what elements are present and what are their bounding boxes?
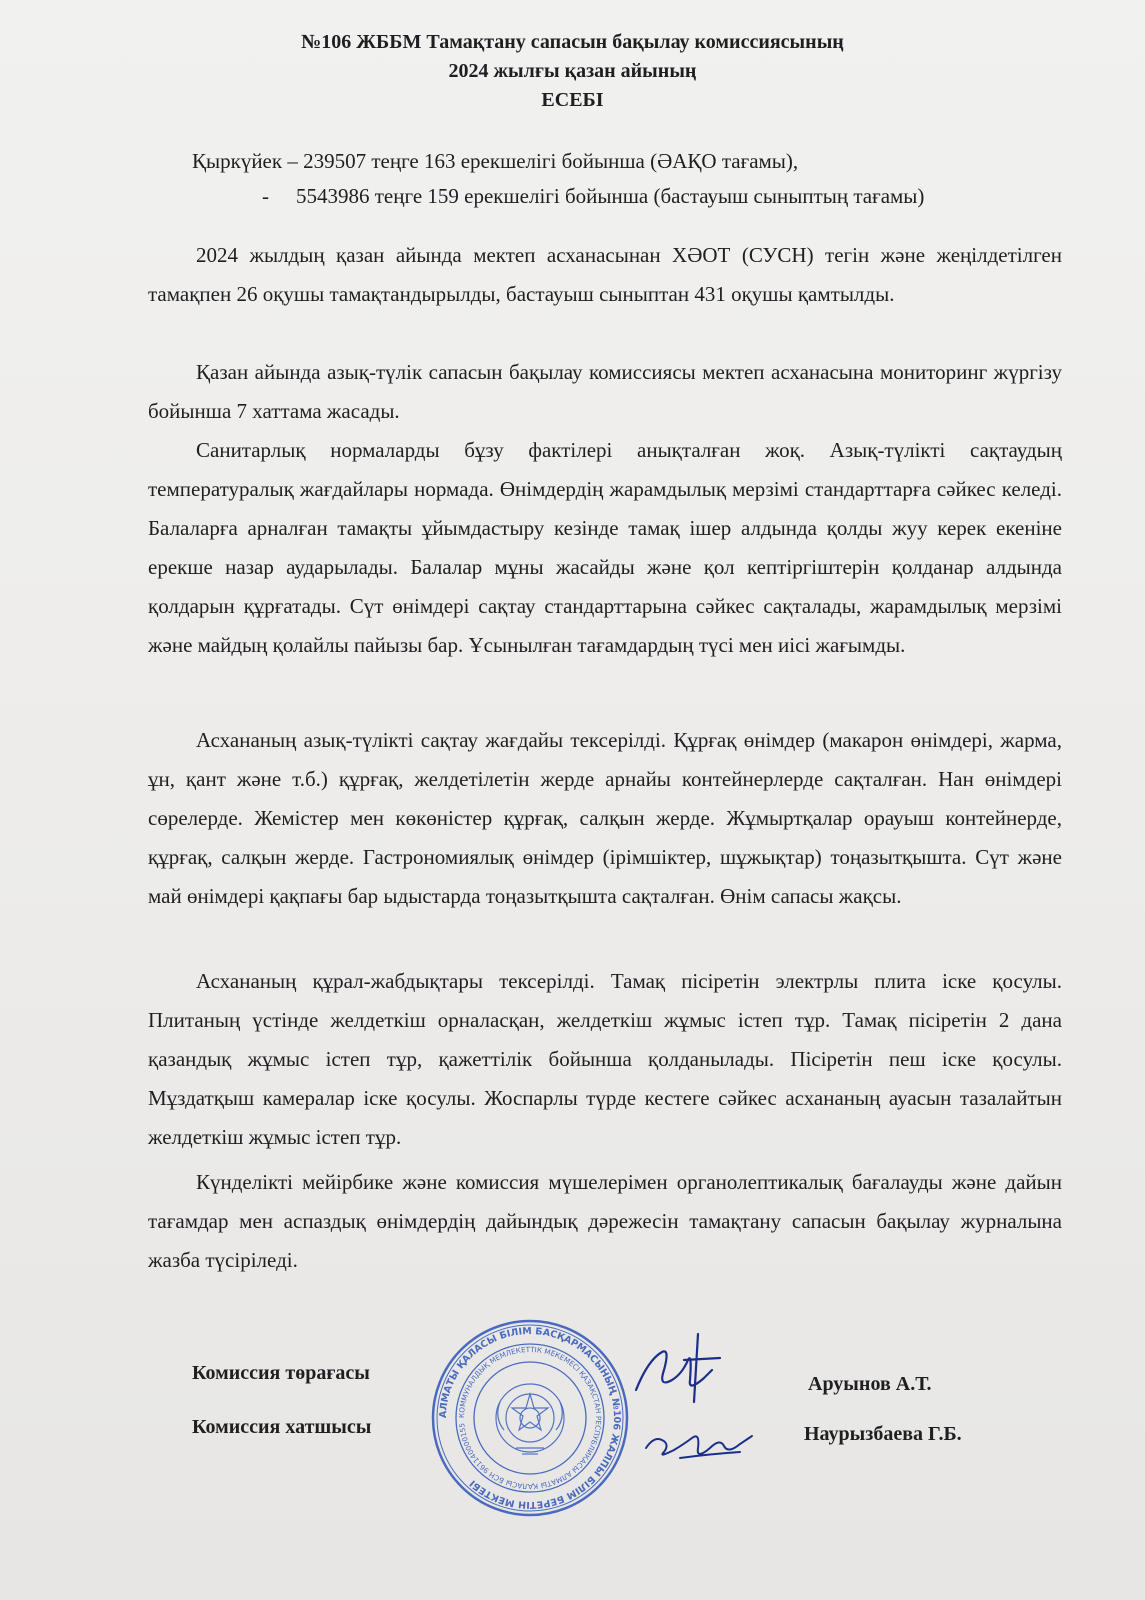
funding-line-1: Қыркүйек – 239507 теңге 163 ерекшелігі бойынша (ӘАҚО тағамы), bbox=[192, 149, 799, 173]
paragraph-equipment: Асхананың құрал-жабдықтары тексерілді. Тамақ пісіретін электрлы плита іске қосулы. Плитаның үстінде желдеткіш орналасқан, желдеткіш жұмыс істеп тұр. Тамақ пісіретін 2 дана қазандық жұмыс істеп тұр, қажеттілік бойынша қолданылады. Пісіретін пеш іске қосулы. Мұздатқыш камералар іске қосулы. Жоспарлы түрде кестеге сәйкес асхананың ауасын тазалайтын желдеткіш жұмыс істеп тұр. bbox=[148, 969, 1062, 1149]
title-line-1: №106 ЖББМ Тамақтану сапасын бақылау комиссиясының bbox=[301, 31, 844, 53]
chair-name: Аруынов А.Т. bbox=[808, 1373, 932, 1395]
title-line-3: ЕСЕБІ bbox=[541, 89, 604, 111]
chair-signature bbox=[628, 1330, 728, 1410]
secretary-signature bbox=[640, 1408, 760, 1468]
secretary-name: Наурызбаева Г.Б. bbox=[804, 1423, 962, 1445]
chair-label: Комиссия төрағасы bbox=[192, 1362, 370, 1384]
paragraph-monitoring: Қазан айында азық-түлік сапасын бақылау комиссиясы мектеп асханасына мониторинг жүргізу бойынша 7 хаттама жасады. bbox=[148, 360, 1062, 423]
stamp-outer-text: АЛМАТЫ ҚАЛАСЫ БІЛІМ БАСҚАРМАСЫНЫҢ №106 ЖАЛПЫ БІЛІМ БЕРЕТІН МЕКТЕБІ bbox=[437, 1325, 623, 1511]
paragraph-sanitary: Санитарлық нормаларды бұзу фактілері анықталған жоқ. Азық-түлікті сақтаудың температуралық жағдайлары нормада. Өнімдердің жарамдылық мерзімі стандарттарға сәйкес келеді. Балаларға арналған тамақты ұйымдастыру кезінде тамақ ішер алдында қолды жуу керек екеніне ерекше назар аударылады. Балалар мұны жасайды және қол кептіргіштерін қолданар алдында қолдарын құрғатады. Сүт өнімдері сақтау стандарттарына сәйкес сақталады, жарамдылық мерзімі және майдың қолайлы пайызы бар. Ұсынылған тағамдардың түсі мен иісі жағымды. bbox=[148, 438, 1062, 657]
paragraph-daily-check: Күнделікті мейірбике және комиссия мүшелерімен органолептикалық бағалауды және дайын тағамдар мен аспаздық өнімдердің дайындық дәрежесін тамақтану сапасын бақылау журналына жазба түсіріледі. bbox=[148, 1170, 1062, 1272]
title-line-2: 2024 жылғы қазан айының bbox=[448, 60, 697, 82]
funding-line-2: 5543986 теңге 159 ерекшелігі бойынша (бастауыш сыныптың тағамы) bbox=[296, 184, 925, 208]
document-title bbox=[0, 28, 1145, 115]
stamp-inner-text: КОММУНАЛДЫҚ МЕМЛЕКЕТТІК МЕКЕМЕСІ ҚАЗАҚСТАН РЕСПУБЛИКАСЫ АЛМАТЫ ҚАЛАСЫ БСН 961140000155 bbox=[456, 1344, 604, 1492]
emblem-icon bbox=[496, 1384, 564, 1454]
official-stamp bbox=[430, 1318, 630, 1518]
secretary-label: Комиссия хатшысы bbox=[192, 1416, 372, 1438]
paragraph-meals: 2024 жылдың қазан айында мектеп асханасынан ХӘОТ (СУСН) тегін және жеңілдетілген тамақпен 26 оқушы тамақтандырылды, бастауыш сыныптан 431 оқушы қамтылды. bbox=[148, 243, 1062, 306]
funding-dash: - bbox=[262, 184, 269, 208]
paragraph-storage: Асхананың азық-түлікті сақтау жағдайы тексерілді. Құрғақ өнімдер (макарон өнімдері, жарма, ұн, қант және т.б.) құрғақ, желдетілетін жерде арнайы контейнерлерде сақталған. Нан өнімдері сөрелерде. Жемістер мен көкөністер құрғақ, салқын жерде. Жұмыртқалар орауыш контейнерде, құрғақ, салқын жерде. Гастрономиялық өнімдер (ірімшіктер, шұжықтар) тоңазытқышта. Сүт және май өнімдері қақпағы бар ыдыстарда тоңазытқышта сақталған. Өнім сапасы жақсы. bbox=[148, 728, 1062, 908]
